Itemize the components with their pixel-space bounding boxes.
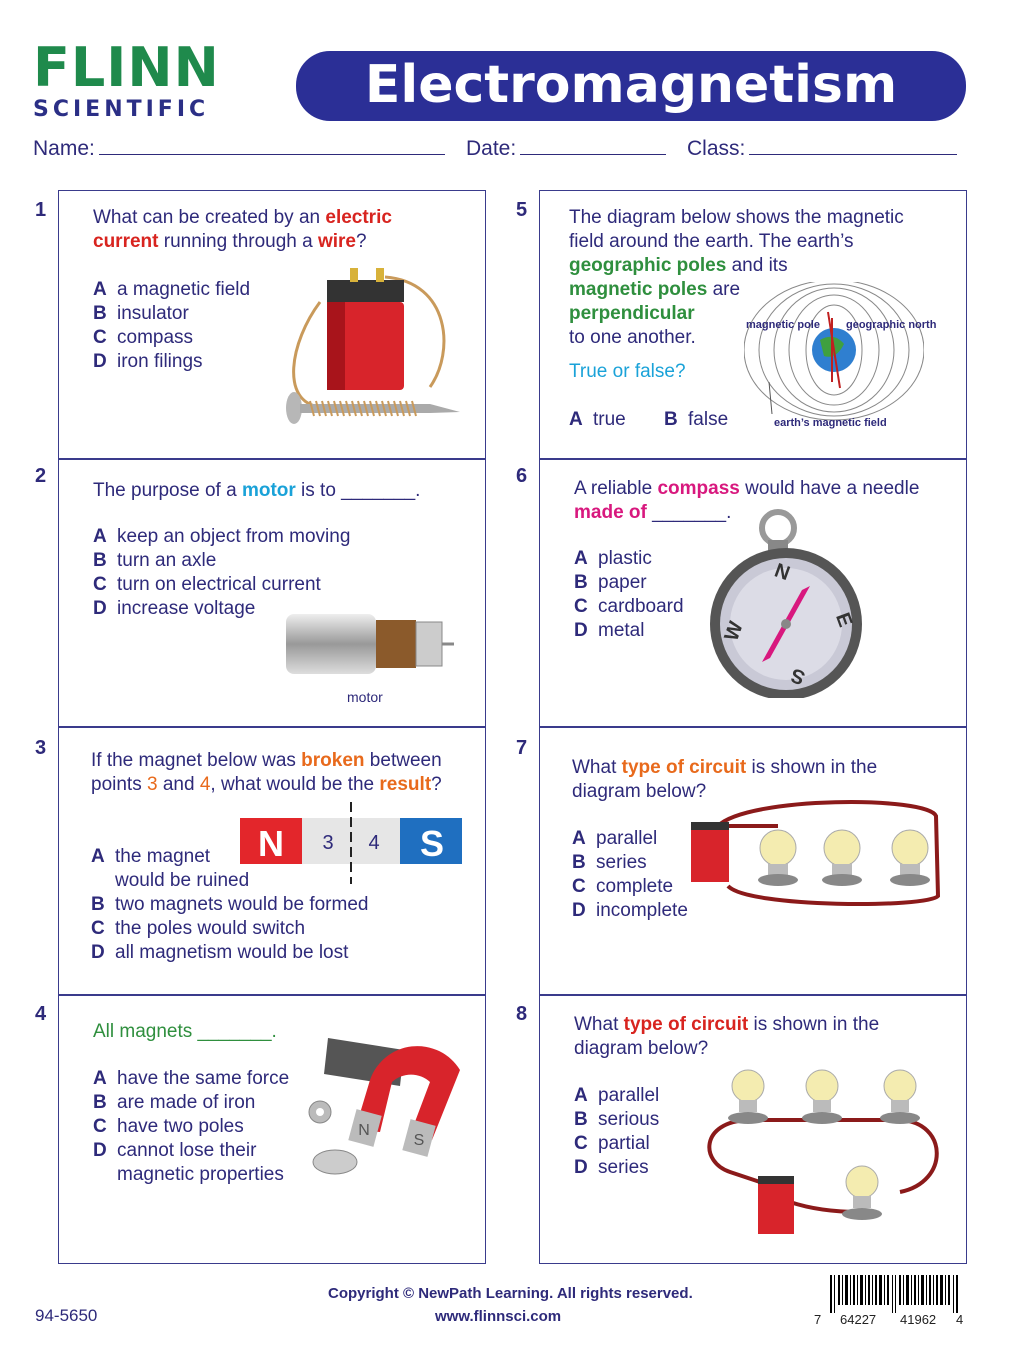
question-1-options xyxy=(93,278,250,374)
page-title: Electromagnetism xyxy=(364,55,898,115)
class-blank[interactable] xyxy=(749,136,957,155)
answer-option[interactable]: A the magnet xyxy=(91,846,211,867)
question-5-text: The diagram below shows the magnetic field around the earth. The earth’s geographic poles and its magnetic poles are perpendicular to one another. xyxy=(569,207,904,348)
answer-option[interactable]: C turn on electrical current xyxy=(93,574,321,595)
question-8-options xyxy=(574,1084,659,1180)
product-code: 94-5650 xyxy=(35,1306,98,1325)
pole-n-label: N xyxy=(358,1122,370,1139)
compass-n-label: N xyxy=(771,559,793,586)
name-blank[interactable] xyxy=(99,136,445,155)
question-number: 7 xyxy=(516,737,528,759)
answer-option[interactable]: C complete xyxy=(572,876,674,897)
magnetic-pole-label: magnetic pole xyxy=(746,319,820,331)
compass-s-label: S xyxy=(787,663,809,689)
answer-option-continued: magnetic properties xyxy=(117,1164,284,1185)
question-3-text: If the magnet below was broken between points 3 and 4, what would be the result? xyxy=(91,750,442,795)
barcode-digits-right: 41962 xyxy=(900,1312,937,1327)
pole-s-label: S xyxy=(413,1132,425,1149)
answer-option[interactable]: A plastic xyxy=(574,548,652,569)
brand-logo-subtitle: SCIENTIFIC xyxy=(33,97,210,122)
answer-option[interactable]: D increase voltage xyxy=(93,598,256,619)
answer-option[interactable]: B serious xyxy=(574,1109,660,1130)
class-label: Class: xyxy=(687,137,746,160)
answer-option[interactable]: D metal xyxy=(574,620,645,641)
answer-option[interactable]: D incomplete xyxy=(572,900,688,921)
question-number: 1 xyxy=(35,199,47,221)
question-7-options xyxy=(572,827,688,923)
magnetic-field-label: earth’s magnetic field xyxy=(774,417,887,429)
motor-label: motor xyxy=(347,689,383,705)
copyright-text: Copyright © NewPath Learning. All rights reserved. xyxy=(328,1285,693,1302)
series-circuit-illustration xyxy=(700,1062,950,1240)
name-field[interactable] xyxy=(33,136,445,161)
answer-option[interactable]: A parallel xyxy=(574,1085,660,1106)
battery-nail-illustration xyxy=(280,262,465,432)
answer-option[interactable]: B two magnets would be formed xyxy=(91,894,369,915)
question-6-text: A reliable compass would have a needle made of _______. xyxy=(574,478,920,523)
date-label: Date: xyxy=(466,137,517,160)
question-7-text: What type of circuit is shown in the diagram below? xyxy=(572,757,878,802)
question-2-options xyxy=(93,525,350,621)
question-4-options xyxy=(93,1067,289,1187)
compass-illustration xyxy=(706,506,870,698)
brand-logo: FLINN xyxy=(33,36,220,99)
question-number: 4 xyxy=(35,1003,47,1025)
question-4-text: All magnets _______. xyxy=(93,1021,277,1042)
answer-option[interactable]: B paper xyxy=(574,572,647,593)
barcode xyxy=(826,1273,966,1313)
compass-e-label: E xyxy=(831,609,857,630)
class-field[interactable] xyxy=(687,136,957,161)
answer-option[interactable]: A keep an object from moving xyxy=(93,526,351,547)
barcode-digit-last: 4 xyxy=(956,1312,964,1327)
answer-option[interactable]: A have the same force xyxy=(93,1068,290,1089)
earth-magnetic-field-diagram xyxy=(744,282,924,422)
answer-option[interactable]: A true xyxy=(569,409,626,430)
question-number: 6 xyxy=(516,465,528,487)
answer-option[interactable]: D cannot lose their xyxy=(93,1140,257,1161)
compass-w-label: W xyxy=(720,618,748,644)
true-false-prompt: True or false? xyxy=(569,361,686,382)
parallel-circuit-illustration xyxy=(688,796,948,911)
answer-option[interactable]: C have two poles xyxy=(93,1116,244,1137)
answer-option[interactable]: C cardboard xyxy=(574,596,684,617)
magnet-n-label: N xyxy=(258,823,284,864)
question-8-text: What type of circuit is shown in the diagram below? xyxy=(574,1014,880,1059)
answer-option[interactable]: B false xyxy=(664,409,729,430)
answer-option[interactable]: B turn an axle xyxy=(93,550,217,571)
question-6-options xyxy=(574,547,684,643)
motor-illustration xyxy=(282,608,457,688)
question-number: 2 xyxy=(35,465,47,487)
answer-option[interactable]: D series xyxy=(574,1157,649,1178)
answer-option[interactable]: A a magnetic field xyxy=(93,279,251,300)
barcode-digit-first: 7 xyxy=(814,1312,822,1327)
answer-option-continued: would be ruined xyxy=(115,870,250,891)
answer-option[interactable]: C the poles would switch xyxy=(91,918,306,939)
answer-option[interactable]: D all magnetism would be lost xyxy=(91,942,349,963)
barcode-digits-left: 64227 xyxy=(840,1312,877,1327)
magnet-point-3: 3 xyxy=(322,832,334,854)
answer-option[interactable]: D iron filings xyxy=(93,351,203,372)
answer-option[interactable]: A parallel xyxy=(572,828,658,849)
date-field[interactable] xyxy=(466,136,666,161)
answer-option[interactable]: B insulator xyxy=(93,303,189,324)
magnet-point-4: 4 xyxy=(368,832,380,854)
question-2-text: The purpose of a motor is to _______. xyxy=(93,480,421,501)
date-blank[interactable] xyxy=(520,136,666,155)
answer-option[interactable]: B are made of iron xyxy=(93,1092,256,1113)
answer-option[interactable]: B series xyxy=(572,852,647,873)
question-number: 3 xyxy=(35,737,47,759)
question-1-text: What can be created by an electric current running through a wire? xyxy=(93,207,392,252)
website-link[interactable]: www.flinnsci.com xyxy=(435,1308,562,1325)
question-number: 5 xyxy=(516,199,528,221)
answer-option[interactable]: C compass xyxy=(93,327,194,348)
answer-option[interactable]: C partial xyxy=(574,1133,650,1154)
magnet-s-label: S xyxy=(419,823,445,864)
name-label: Name: xyxy=(33,137,95,160)
horseshoe-magnet-illustration xyxy=(300,1020,470,1180)
geographic-north-label: geographic north xyxy=(846,319,937,331)
question-3-options xyxy=(91,845,368,965)
question-number: 8 xyxy=(516,1003,528,1025)
